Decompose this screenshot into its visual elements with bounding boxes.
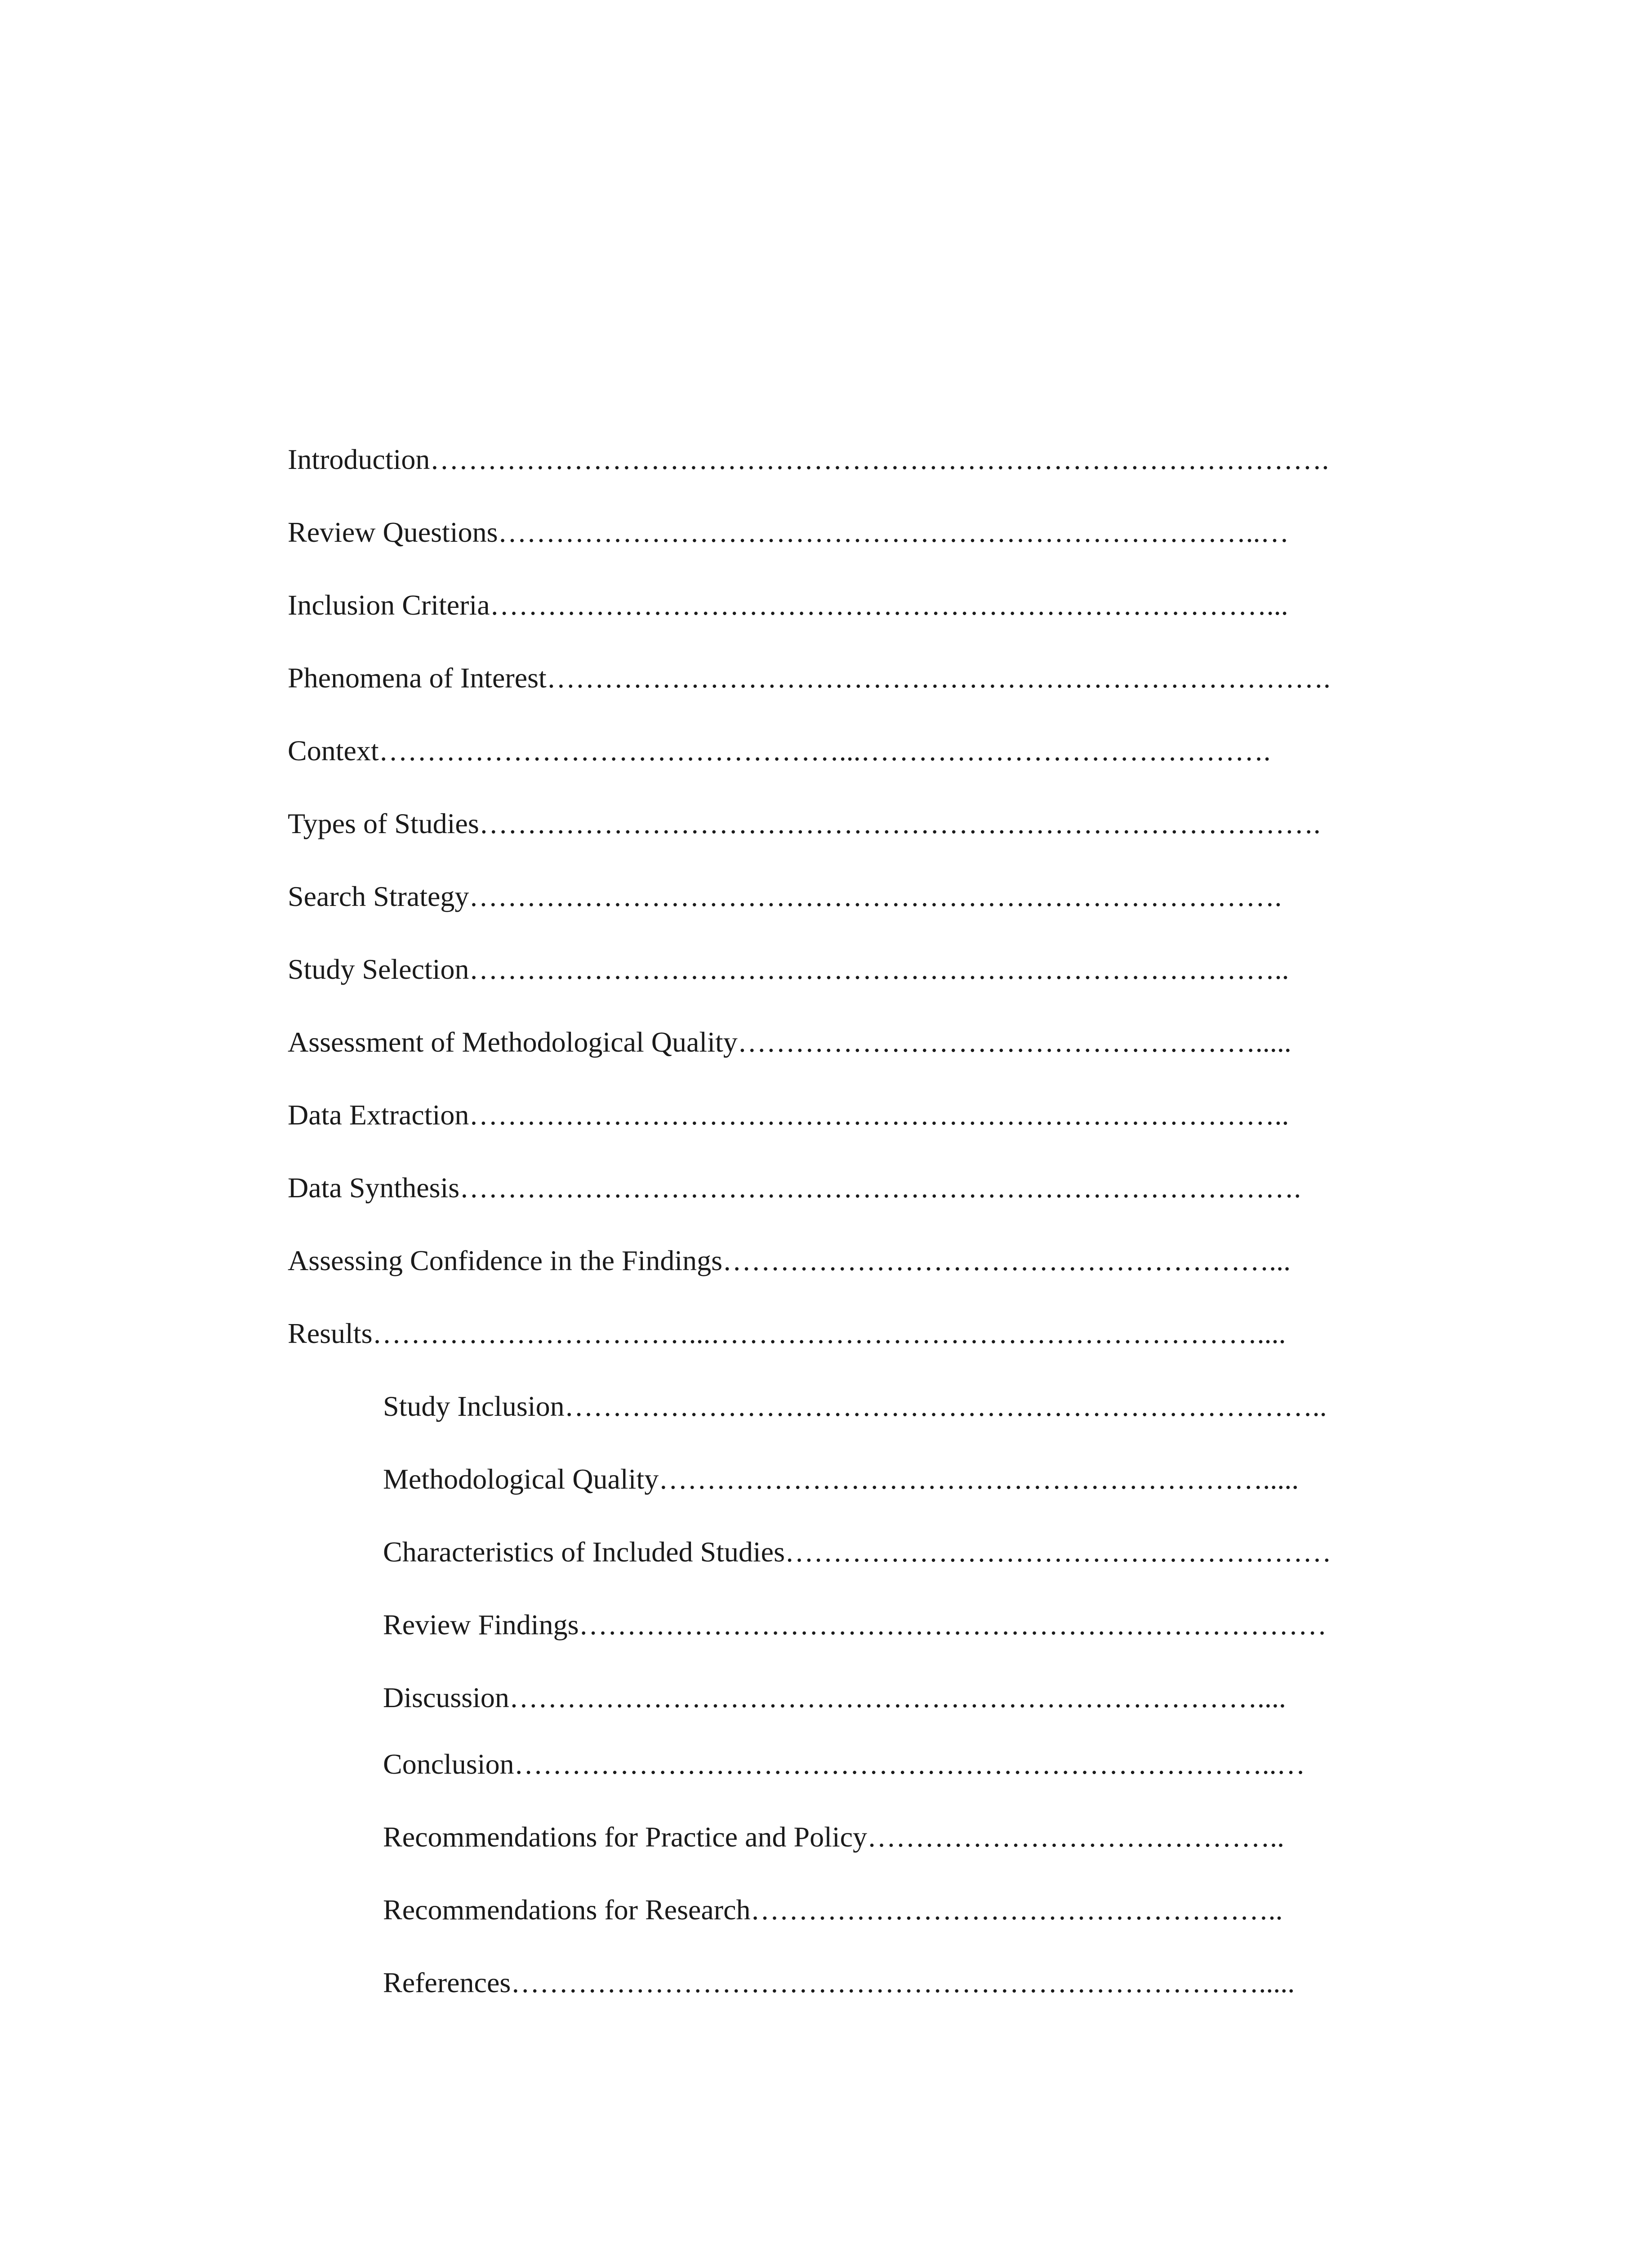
toc-entry-title: Study Inclusion: [383, 1390, 565, 1422]
toc-entry-leader: ………………………………………………..: [750, 1894, 1283, 1926]
toc-entry-types-of-studies[interactable]: [288, 809, 1403, 882]
toc-entry-data-extraction[interactable]: [288, 1101, 1403, 1173]
toc-entry-leader: ……………………………………………………………………..…: [498, 516, 1289, 548]
toc-entry-assessment-of-methodological-quality[interactable]: [288, 1028, 1403, 1101]
toc-entry-title: References: [383, 1967, 511, 1998]
toc-entry-recommendations-practice-policy[interactable]: [288, 1823, 1403, 1896]
toc-entry-title: Review Findings: [383, 1609, 579, 1641]
toc-entry-leader: ……………………………………………………………………..…: [514, 1748, 1305, 1780]
toc-entry-leader: ……………………………………..: [867, 1821, 1285, 1853]
toc-entry-references[interactable]: [288, 1968, 1403, 2041]
toc-entry-title: Characteristics of Included Studies: [383, 1536, 785, 1568]
toc-entry-leader: ……………………………………………………….....: [659, 1463, 1299, 1495]
toc-entry-title: Recommendations for Research: [383, 1894, 751, 1926]
table-of-contents: [288, 445, 1403, 2041]
toc-entry-leader: ……………………………………………………………………..: [564, 1390, 1327, 1422]
toc-entry-review-questions[interactable]: [288, 518, 1403, 591]
toc-entry-leader: ……………………………………………………………………....: [509, 1682, 1286, 1713]
toc-entry-characteristics-of-included-studies[interactable]: [288, 1538, 1403, 1610]
toc-entry-search-strategy[interactable]: [288, 882, 1403, 955]
toc-entry-inclusion-criteria[interactable]: [288, 591, 1403, 664]
toc-entry-title: Data Synthesis: [288, 1172, 460, 1204]
toc-entry-data-synthesis[interactable]: [288, 1173, 1403, 1246]
toc-entry-leader: ……………………………………………………………………….: [546, 662, 1331, 694]
toc-entry-discussion[interactable]: [288, 1683, 1403, 1750]
toc-entry-title: Introduction: [288, 443, 430, 475]
toc-entry-title: Assessment of Methodological Quality: [288, 1026, 738, 1058]
toc-entry-leader: …………………………………………...…………………………………….: [378, 735, 1271, 767]
toc-entry-leader: …………………………………………………...: [722, 1244, 1291, 1276]
toc-entry-leader: ………………………………………………………………………………….: [430, 443, 1329, 475]
toc-entry-title: Study Selection: [288, 953, 469, 985]
toc-entry-methodological-quality[interactable]: [288, 1465, 1403, 1538]
toc-entry-title: Inclusion Criteria: [288, 589, 490, 621]
toc-entry-study-inclusion[interactable]: [288, 1392, 1403, 1465]
toc-entry-leader: ………………………………………………………………………...: [490, 589, 1288, 621]
toc-entry-leader: ………………………………………………………………………….: [469, 880, 1282, 912]
toc-entry-title: Methodological Quality: [383, 1463, 659, 1495]
toc-entry-title: Types of Studies: [288, 807, 479, 839]
toc-entry-title: Discussion: [383, 1682, 509, 1713]
toc-entry-title: Review Questions: [288, 516, 498, 548]
toc-entry-title: Data Extraction: [288, 1099, 469, 1131]
toc-entry-context[interactable]: [288, 736, 1403, 809]
toc-entry-title: Phenomena of Interest: [288, 662, 547, 694]
toc-entry-title: Context: [288, 735, 379, 767]
toc-entry-leader: …………………………………………………………………………..: [469, 1099, 1289, 1131]
toc-entry-results[interactable]: [288, 1319, 1403, 1392]
toc-entry-leader: ……………………………………………………………………: [579, 1609, 1327, 1641]
toc-entry-leader: …………………………………………………………………….....: [511, 1967, 1295, 1998]
toc-entry-leader: …………………………………………………………………………….: [479, 807, 1321, 839]
toc-entry-title: Assessing Confidence in the Findings: [288, 1244, 723, 1276]
toc-entry-introduction[interactable]: [288, 445, 1403, 518]
toc-entry-leader: …………………………………………………………………………….: [459, 1172, 1301, 1204]
toc-entry-recommendations-research[interactable]: [288, 1896, 1403, 1968]
toc-entry-leader: ……………………………...…………………………………………………....: [372, 1317, 1286, 1349]
toc-entry-title: Search Strategy: [288, 880, 469, 912]
toc-entry-leader: …………………………………………………………………………..: [469, 953, 1289, 985]
toc-entry-study-selection[interactable]: [288, 955, 1403, 1028]
toc-entry-title: Recommendations for Practice and Policy: [383, 1821, 868, 1853]
toc-entry-leader: …………………………………………………: [784, 1536, 1331, 1568]
toc-entry-review-findings[interactable]: [288, 1610, 1403, 1683]
toc-entry-phenomena-of-interest[interactable]: [288, 664, 1403, 736]
toc-entry-assessing-confidence[interactable]: [288, 1246, 1403, 1319]
toc-entry-title: Conclusion: [383, 1748, 514, 1780]
toc-entry-conclusion[interactable]: [288, 1750, 1403, 1823]
toc-entry-title: Results: [288, 1317, 373, 1349]
toc-entry-leader: ……………………………………………….....: [737, 1026, 1291, 1058]
